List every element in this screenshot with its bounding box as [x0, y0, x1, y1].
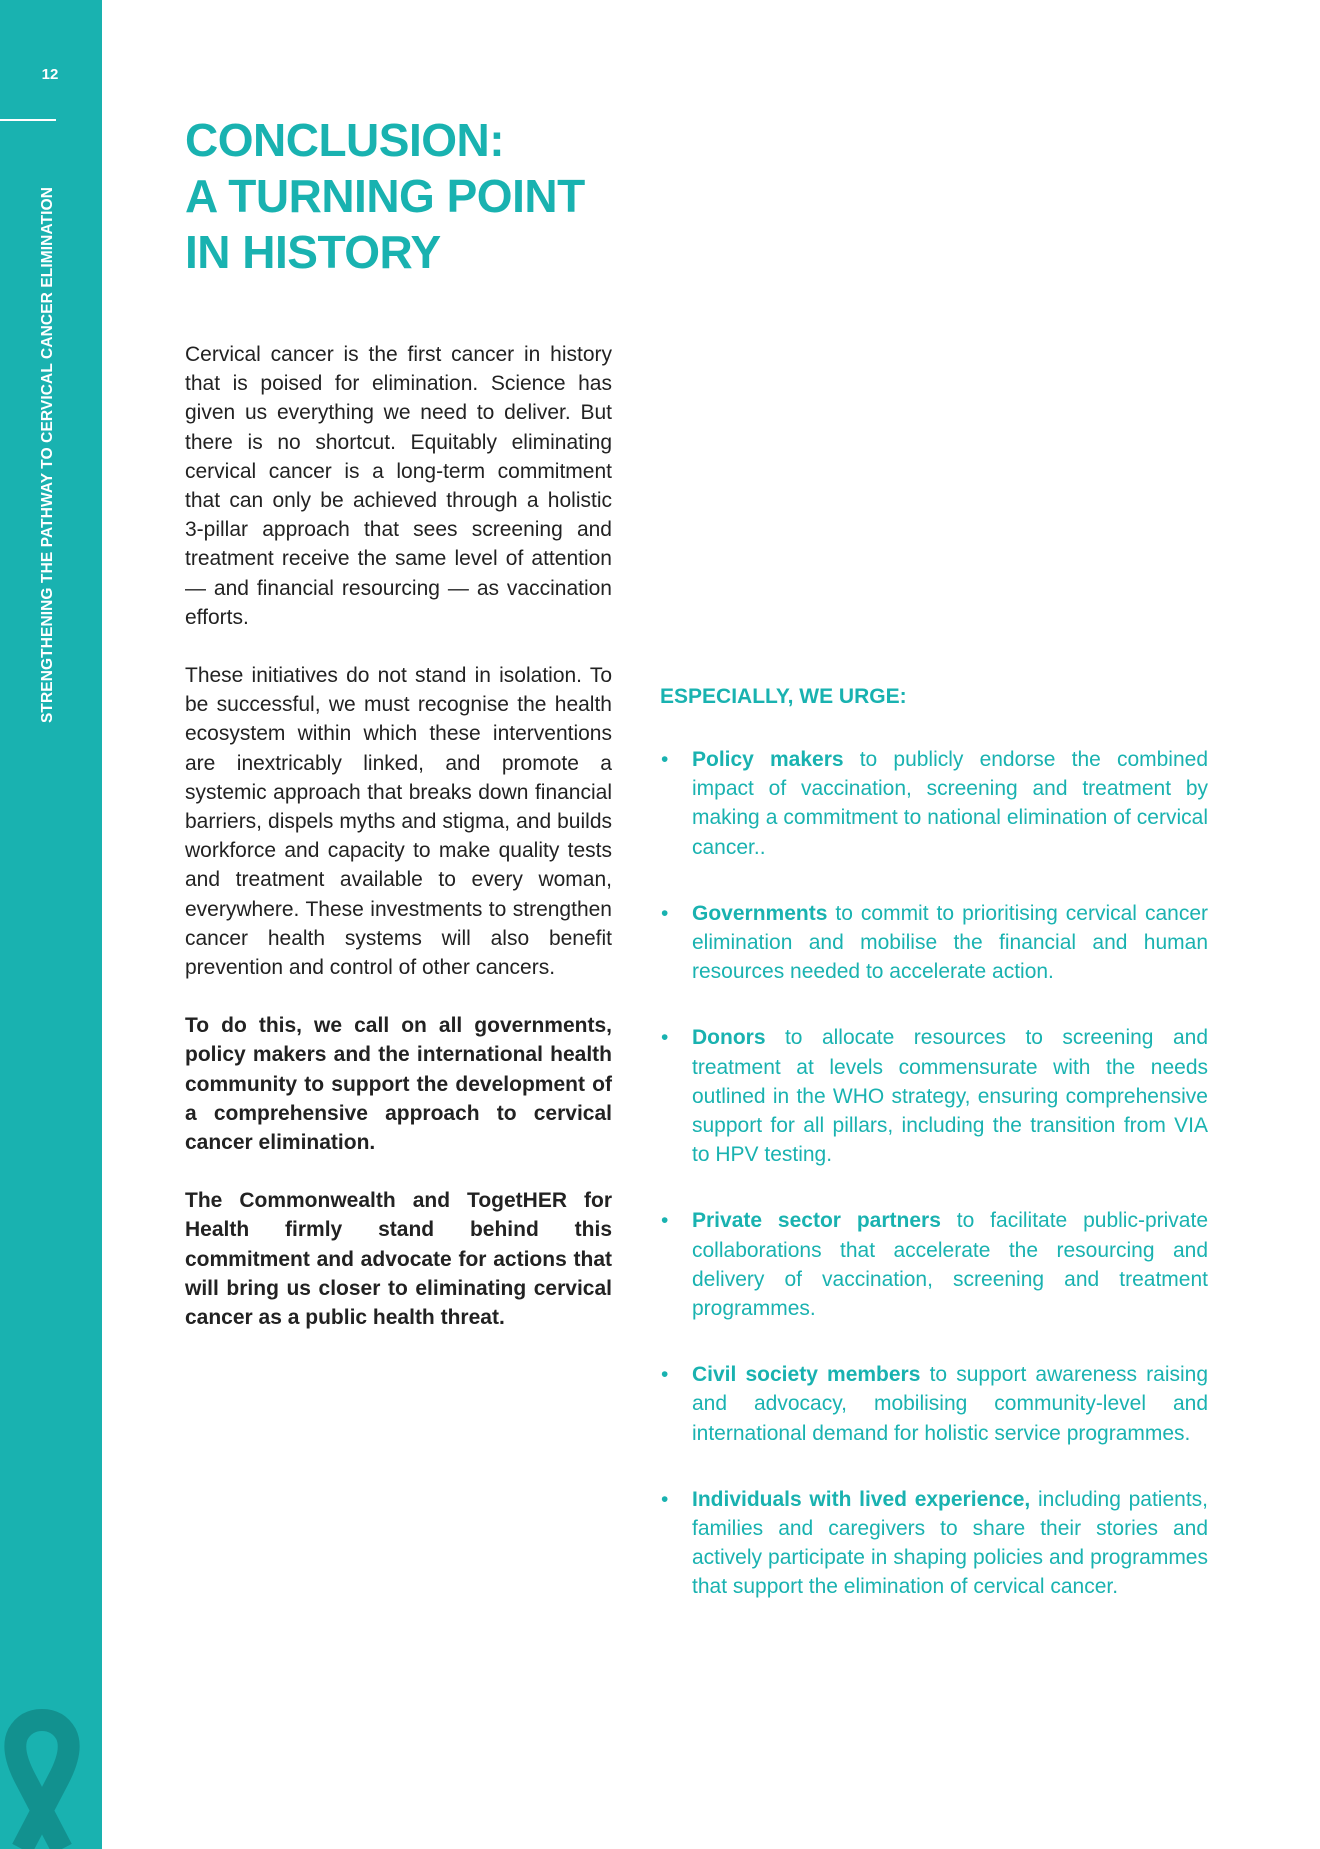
urge-list [660, 745, 1208, 1602]
urge-item-donors [660, 1023, 1208, 1169]
title-line-1: CONCLUSION: [185, 114, 505, 166]
sidebar [0, 0, 102, 1849]
urge-text: to commit to prioritising cervical cancer elimination and mobilise the financial and human resources needed to accelerate action. [692, 901, 1208, 984]
intro-paragraph: Cervical cancer is the first cancer in history that is poised for elimination. Science has given us everything we need to deliver. But there is no shortcut. Equitably eliminating cervical cancer is a long-term commitment that can only be achieved through a holistic 3-pillar approach that sees screening and treatment receive the same level of attention — and financial resourcing — as vaccination efforts. [185, 343, 612, 629]
urge-actor: Policy makers [692, 748, 844, 771]
urge-actor: Private sector partners [692, 1209, 941, 1233]
bullet-icon: • [661, 1363, 669, 1387]
running-title: STRENGTHENING THE PATHWAY TO CERVICAL CANCER ELIMINATION [39, 186, 56, 724]
urge-item-individuals [660, 1485, 1208, 1602]
awareness-ribbon-icon [0, 1700, 102, 1849]
urge-actor: Donors [692, 1026, 766, 1050]
urge-item-private-sector [660, 1206, 1208, 1323]
bullet-icon: • [661, 1487, 669, 1511]
urge-section [660, 682, 1208, 1639]
title-line-3: IN HISTORY [185, 226, 441, 278]
urge-item-governments [660, 899, 1208, 987]
urge-text: to support awareness raising and advocacy, mobilising community-level and international demand for holistic service programmes. [692, 1363, 1209, 1445]
urge-actor: Individuals with lived experience, [692, 1487, 1031, 1511]
bullet-icon: • [661, 1209, 669, 1233]
ecosystem-paragraph: These initiatives do not stand in isolation. To be successful, we must recognise the health ecosystem within which these interventions are inextricably linked, and promote a systemic approach that breaks down financial barriers, dispels myths and stigma, and builds workforce and capacity to make quality tests and treatment available to every woman, everywhere. These investments to strengthen cancer health systems will also benefit prevention and control of other cancers. [185, 664, 612, 980]
sidebar-divider [0, 119, 56, 121]
urge-text: to publicly endorse the combined impact of vaccination, screening and treatment by making a commitment to national elimination of cervical cancer.. [692, 748, 1208, 859]
urge-actor: Governments [692, 901, 828, 925]
call-to-action-paragraph: To do this, we call on all governments, policy makers and the international health community to support the development of a comprehensive approach to cervical cancer elimination. [185, 1014, 612, 1155]
commitment-paragraph: The Commonwealth and TogetHER for Health firmly stand behind this commitment and advocate for actions that will bring us closer to eliminating cervical cancer as a public health threat. [185, 1189, 612, 1330]
urge-item-civil-society [660, 1360, 1208, 1448]
urge-text: to allocate resources to screening and treatment at levels commensurate with the needs outlined in the WHO strategy, ensuring comprehensive support for all pillars, including the transition from VIA to HPV testing. [692, 1026, 1208, 1167]
urge-text: to facilitate public-private collaborations that accelerate the resourcing and delivery of vaccination, screening and treatment programmes. [692, 1209, 1208, 1321]
bullet-icon: • [661, 901, 669, 925]
bullet-icon: • [661, 748, 669, 771]
urge-heading: ESPECIALLY, WE URGE: [660, 685, 907, 708]
page-title [185, 112, 585, 280]
urge-text: including patients, families and caregivers to share their stories and actively participate in shaping policies and programmes that support the elimination of cervical cancer. [692, 1487, 1209, 1599]
urge-item-policy-makers [660, 745, 1208, 862]
bullet-icon: • [661, 1026, 669, 1050]
urge-actor: Civil society members [692, 1363, 921, 1387]
title-line-2: A TURNING POINT [185, 170, 585, 222]
body-text-column [185, 340, 612, 1361]
page-number: 12 [41, 66, 59, 83]
